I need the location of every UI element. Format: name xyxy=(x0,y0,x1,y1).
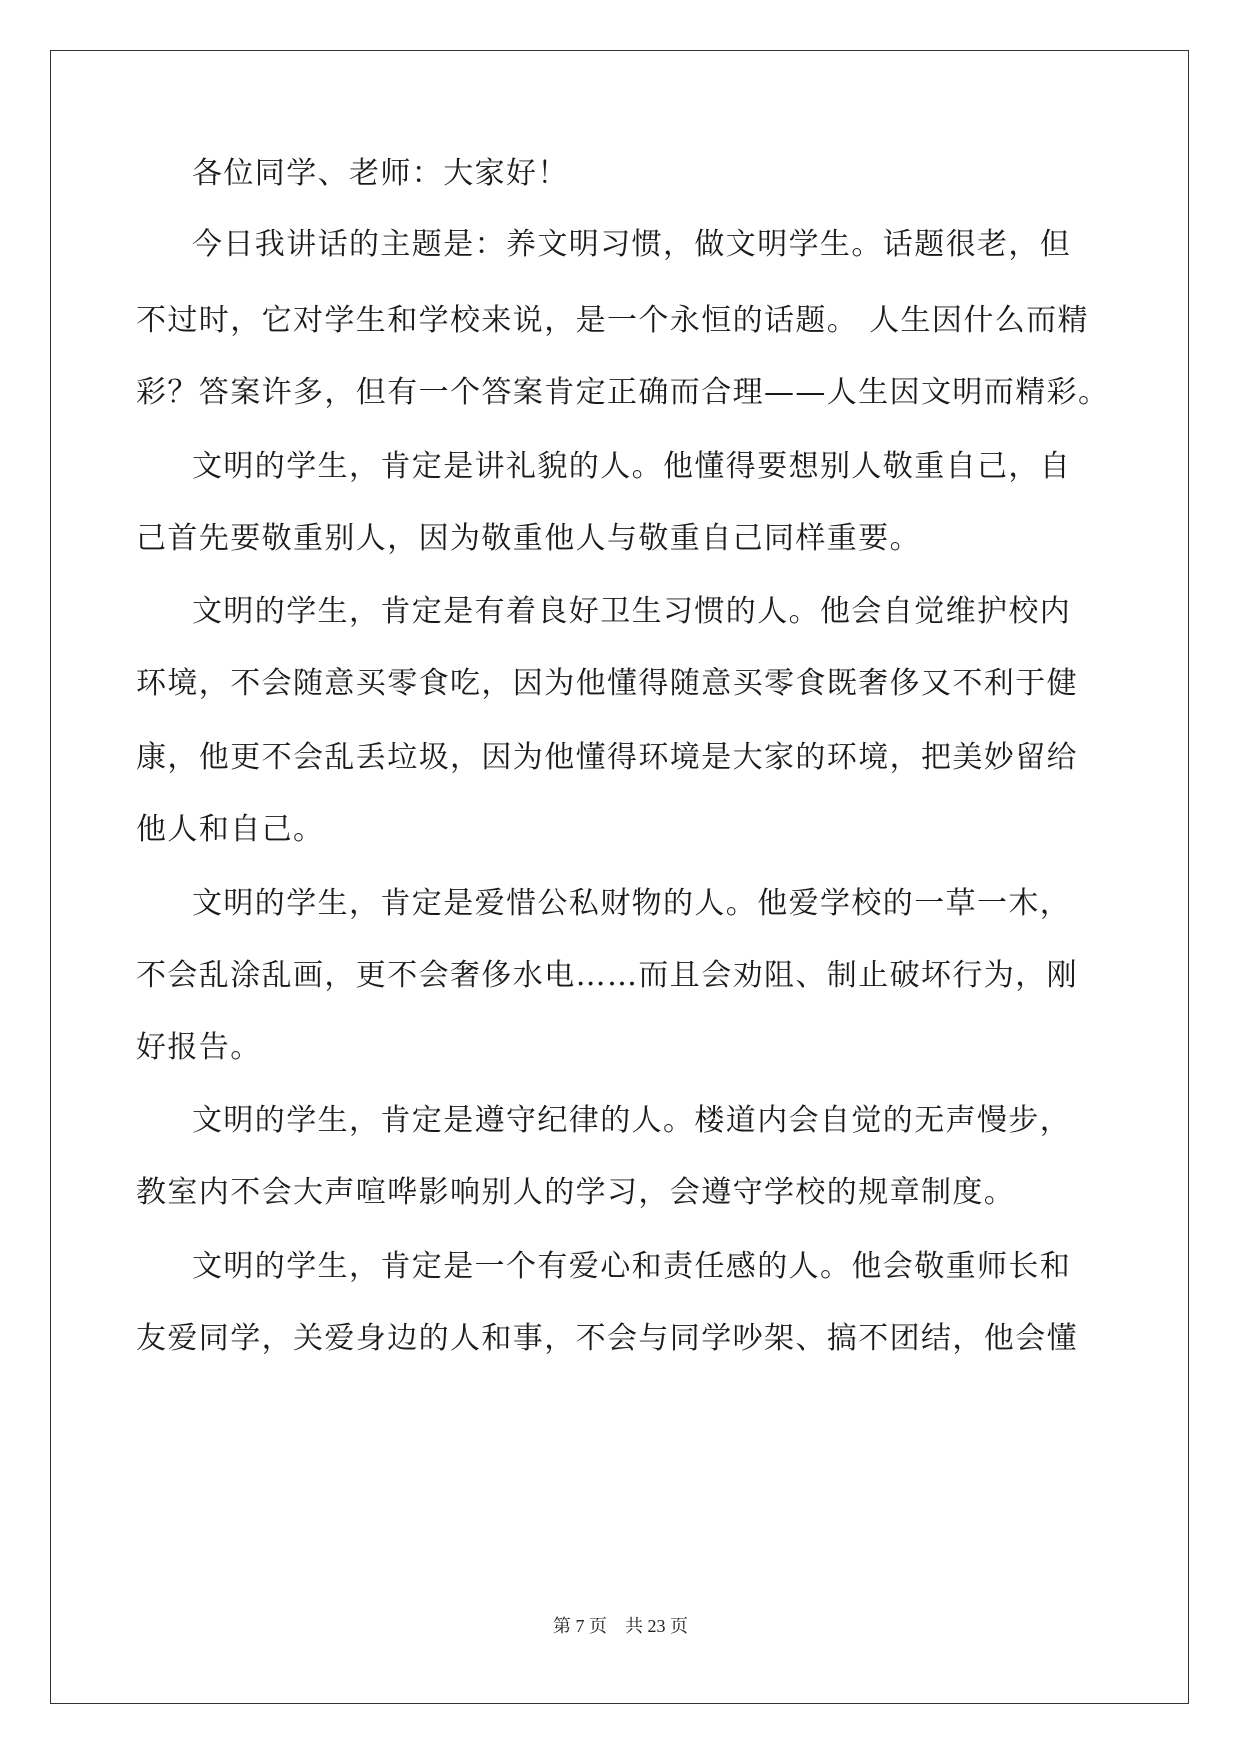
text-line: 己首先要敬重别人，因为敬重他人与敬重自己同样重要。 xyxy=(136,521,921,556)
text-line: 文明的学生，肯定是有着良好卫生习惯的人。他会自觉维护校内 xyxy=(192,594,1072,629)
text-line: 不过时，它对学生和学校来说，是一个永恒的话题。 人生因什么而精 xyxy=(136,303,1089,338)
text-line: 他人和自己。 xyxy=(136,812,325,847)
text-line: 各位同学、老师：大家好！ xyxy=(192,156,569,191)
page-number-footer: 第 7 页 共 23 页 xyxy=(553,1616,688,1636)
text-line: 不会乱涂乱画，更不会奢侈水电……而且会劝阻、制止破坏行为，刚 xyxy=(136,958,1078,993)
page-border xyxy=(50,50,1189,1704)
text-line: 环境，不会随意买零食吃，因为他懂得随意买零食既奢侈又不利于健 xyxy=(136,666,1078,701)
text-line: 好报告。 xyxy=(136,1030,262,1065)
text-line: 康，他更不会乱丢垃圾，因为他懂得环境是大家的环境，把美妙留给 xyxy=(136,740,1078,775)
text-line: 文明的学生，肯定是遵守纪律的人。楼道内会自觉的无声慢步， xyxy=(192,1103,1072,1138)
text-line: 彩？答案许多，但有一个答案肯定正确而合理——人生因文明而精彩。 xyxy=(136,375,1110,410)
text-line: 文明的学生，肯定是讲礼貌的人。他懂得要想别人敬重自己，自 xyxy=(192,449,1072,484)
text-line: 友爱同学，关爱身边的人和事，不会与同学吵架、搞不团结，他会懂 xyxy=(136,1321,1078,1356)
text-line: 教室内不会大声喧哗影响别人的学习，会遵守学校的规章制度。 xyxy=(136,1175,1016,1210)
text-line: 文明的学生，肯定是一个有爱心和责任感的人。他会敬重师长和 xyxy=(192,1249,1072,1284)
text-line: 今日我讲话的主题是：养文明习惯，做文明学生。话题很老，但 xyxy=(192,227,1072,262)
text-line: 文明的学生，肯定是爱惜公私财物的人。他爱学校的一草一木， xyxy=(192,886,1072,921)
